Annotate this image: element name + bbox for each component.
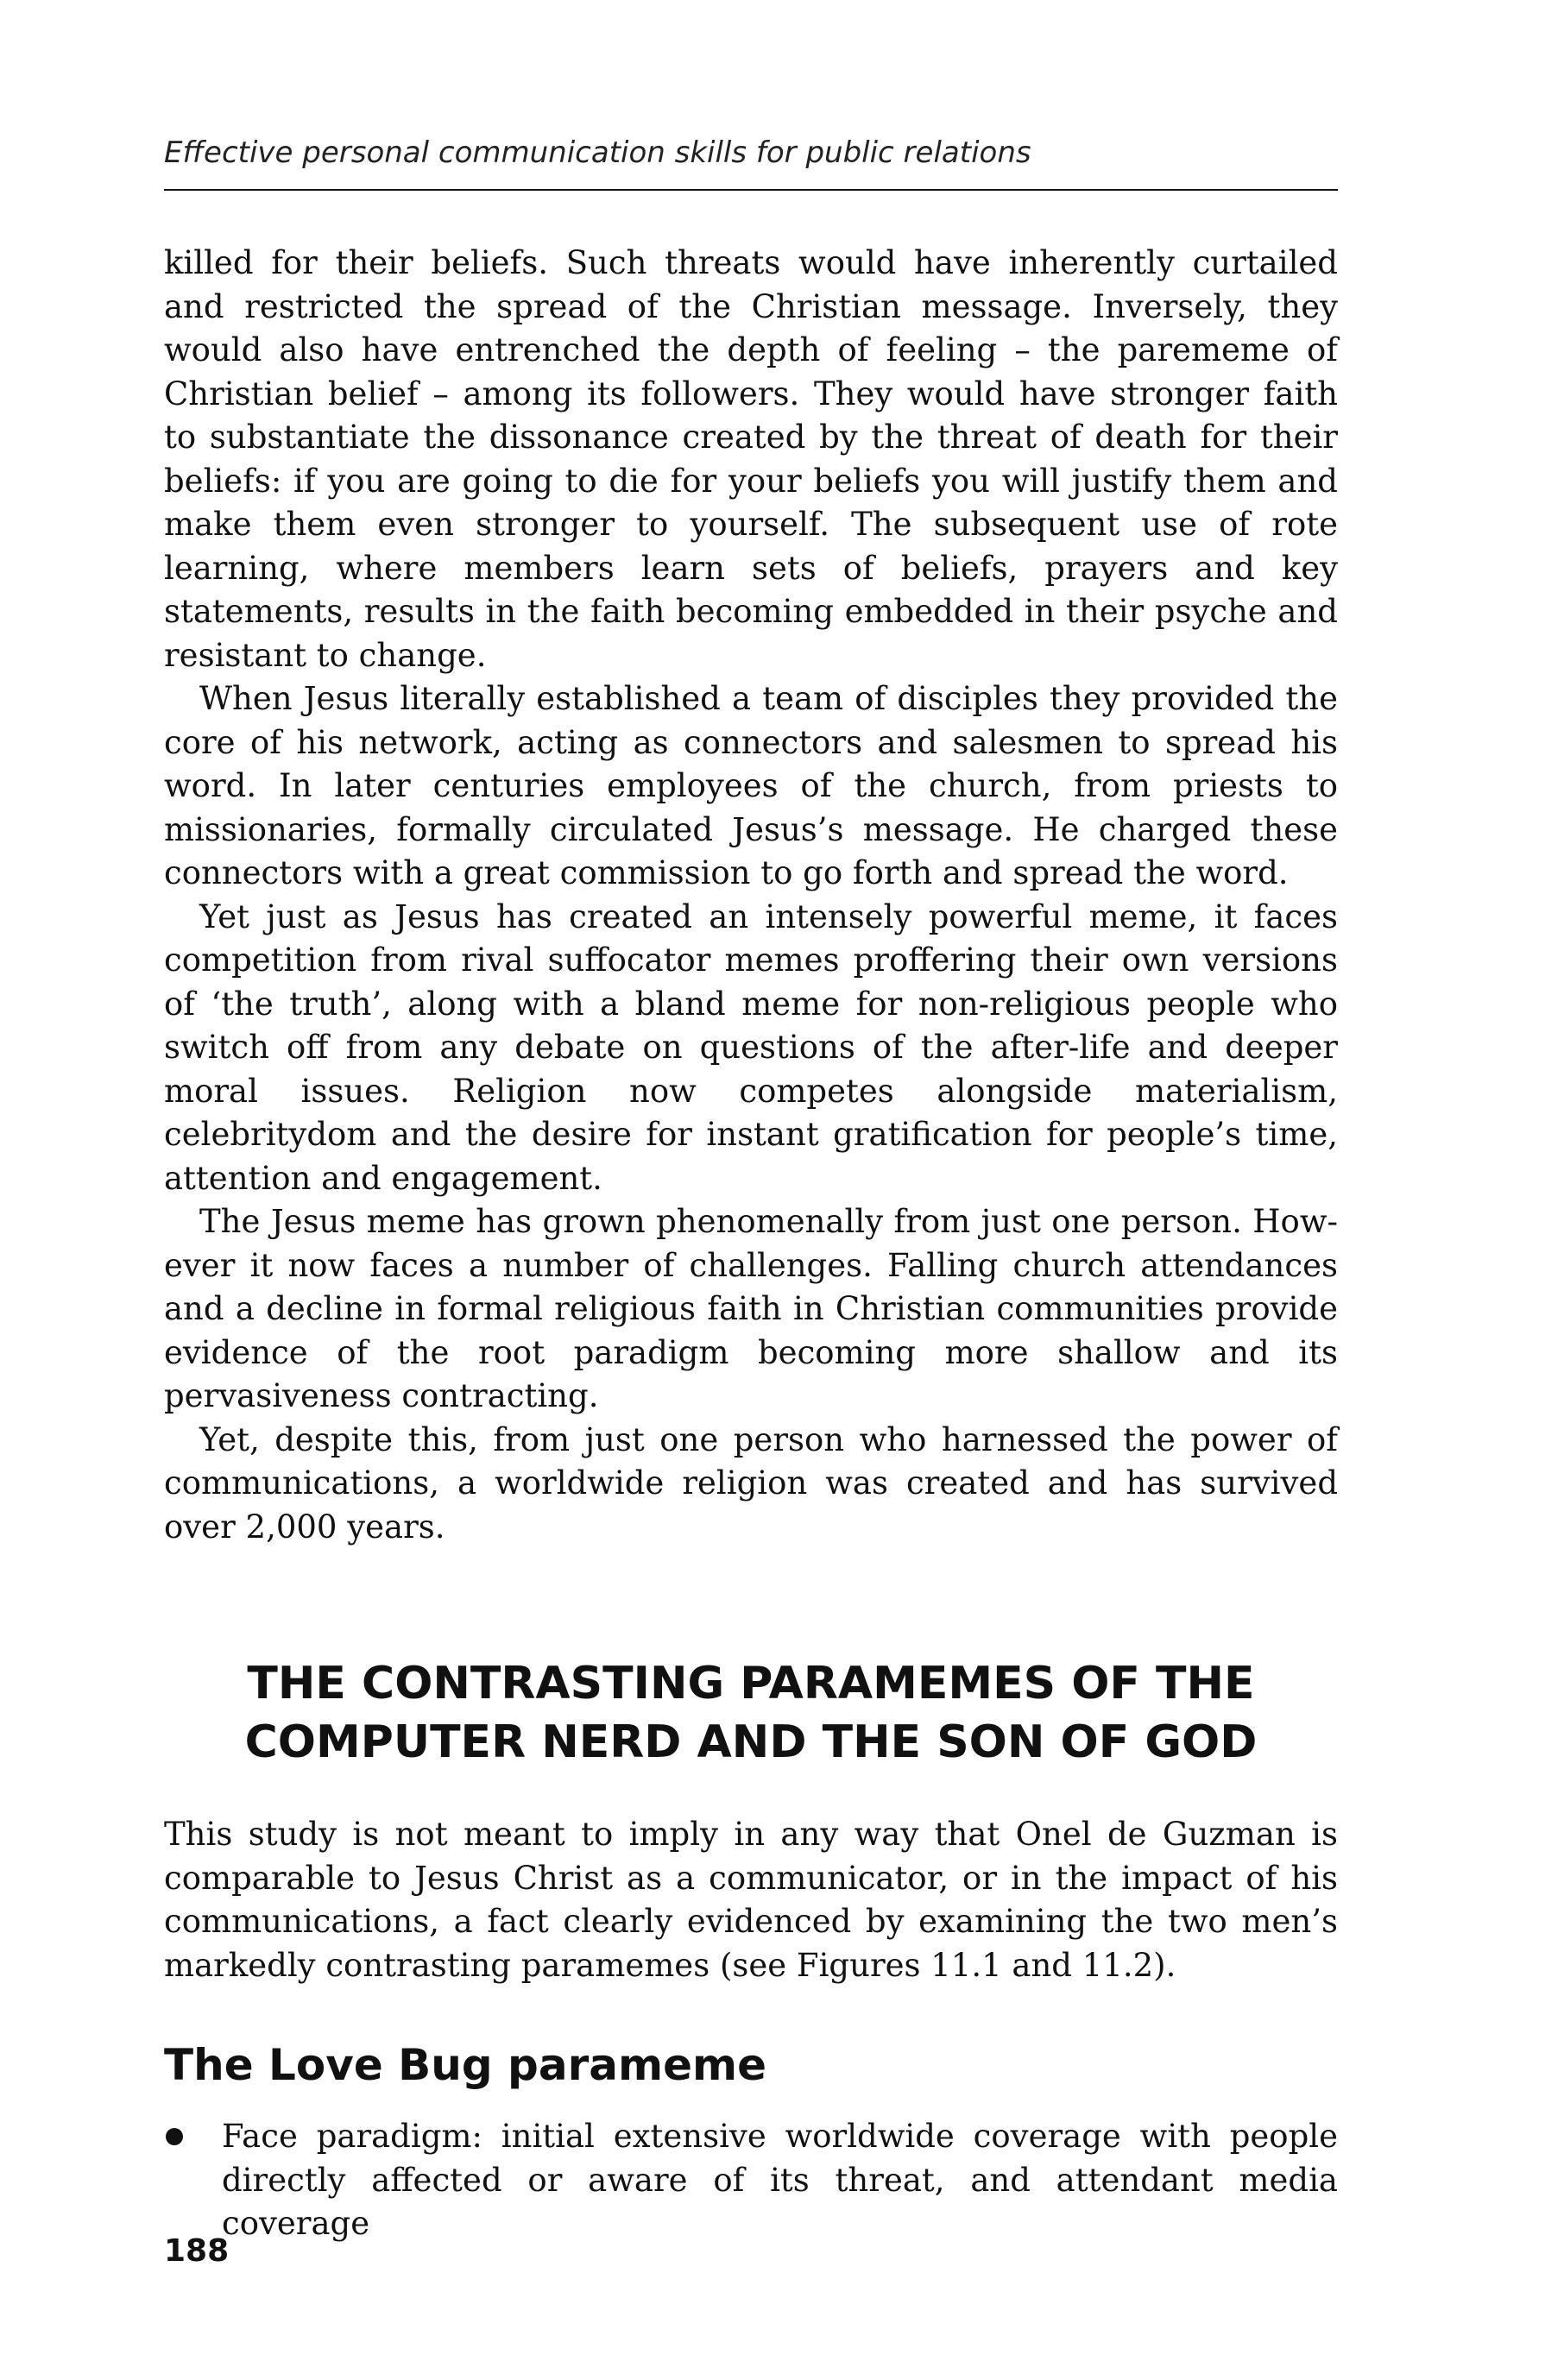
- body-paragraph-2: When Jesus literally established a team of disciples they provided the core of his network, acting as connectors and salesmen to spread his word. In later centuries employees of the church, from priests to missionaries, formally circulated Jesus’s message. He charged these connectors with a great commission to go forth and spread the word.: [164, 680, 1338, 891]
- body-paragraph-5: Yet, despite this, from just one person who harnessed the power of communications, a worldwide religion was created and has survived over 2,000 years.: [164, 1420, 1338, 1546]
- section-heading: [164, 1654, 1338, 1772]
- header-rule: [164, 189, 1338, 191]
- sub-heading: The Love Bug parameme: [164, 2040, 766, 2090]
- page-number: 188: [164, 2233, 230, 2269]
- section-paragraph: This study is not meant to imply in any way that Onel de Guzman is comparable to Jesus Christ as a communicator, or in the impact of his communications, a fact clearly evidenced by examining the two men’s markedly contrasting paramemes (see Figures 11.1 and 11.2).: [164, 1816, 1338, 1984]
- running-header: Effective personal communication skills for public relations: [164, 135, 1031, 170]
- bullet-text: Face paradigm: initial extensive worldwide coverage with people directly affected or aware of its threat, and attendant media coverage: [222, 2118, 1338, 2242]
- body-paragraph-3: Yet just as Jesus has created an intensely powerful meme, it faces competition from rival suffocator memes proffering their own versions of ‘the truth’, along with a bland meme for non-religious people who switch off from any debate on questions of the after-life and deeper moral issues. Religion now competes alongside materialism, celebritydom and the desire for instant gratification for people’s time, attention and engagement.: [164, 897, 1338, 1197]
- body-paragraph-4: The Jesus meme has grown phenomenally from just one person. However it now faces a number of challenges. Falling church attendances and a decline in formal religious faith in Christian communities provide evidence of the root paradigm becoming more shallow and its pervasiveness contracting.: [164, 1203, 1338, 1414]
- section-heading-line-1: THE CONTRASTING PARAMEMES OF THE: [247, 1658, 1255, 1709]
- bullet-dot-icon: [166, 2128, 183, 2145]
- page-body: [164, 242, 1338, 2246]
- section-heading-line-2: COMPUTER NERD AND THE SON OF GOD: [244, 1716, 1258, 1768]
- body-paragraph-1: killed for their beliefs. Such threats would have inherently curtailed and restricted the spread of the Christian message. Inversely, they would also have entrenched the depth of feeling – the parememe of Christian belief – among its followers. They would have stronger faith to substantiate the dissonance created by the threat of death for their beliefs: if you are going to die for your beliefs you will justify them and make them even stronger to yourself. The subsequent use of rote learning, where members learn sets of beliefs, prayers and key statements, results in the faith becoming embedded in their psyche and resistant to change.: [164, 244, 1338, 674]
- bullet-item: [164, 2115, 1338, 2246]
